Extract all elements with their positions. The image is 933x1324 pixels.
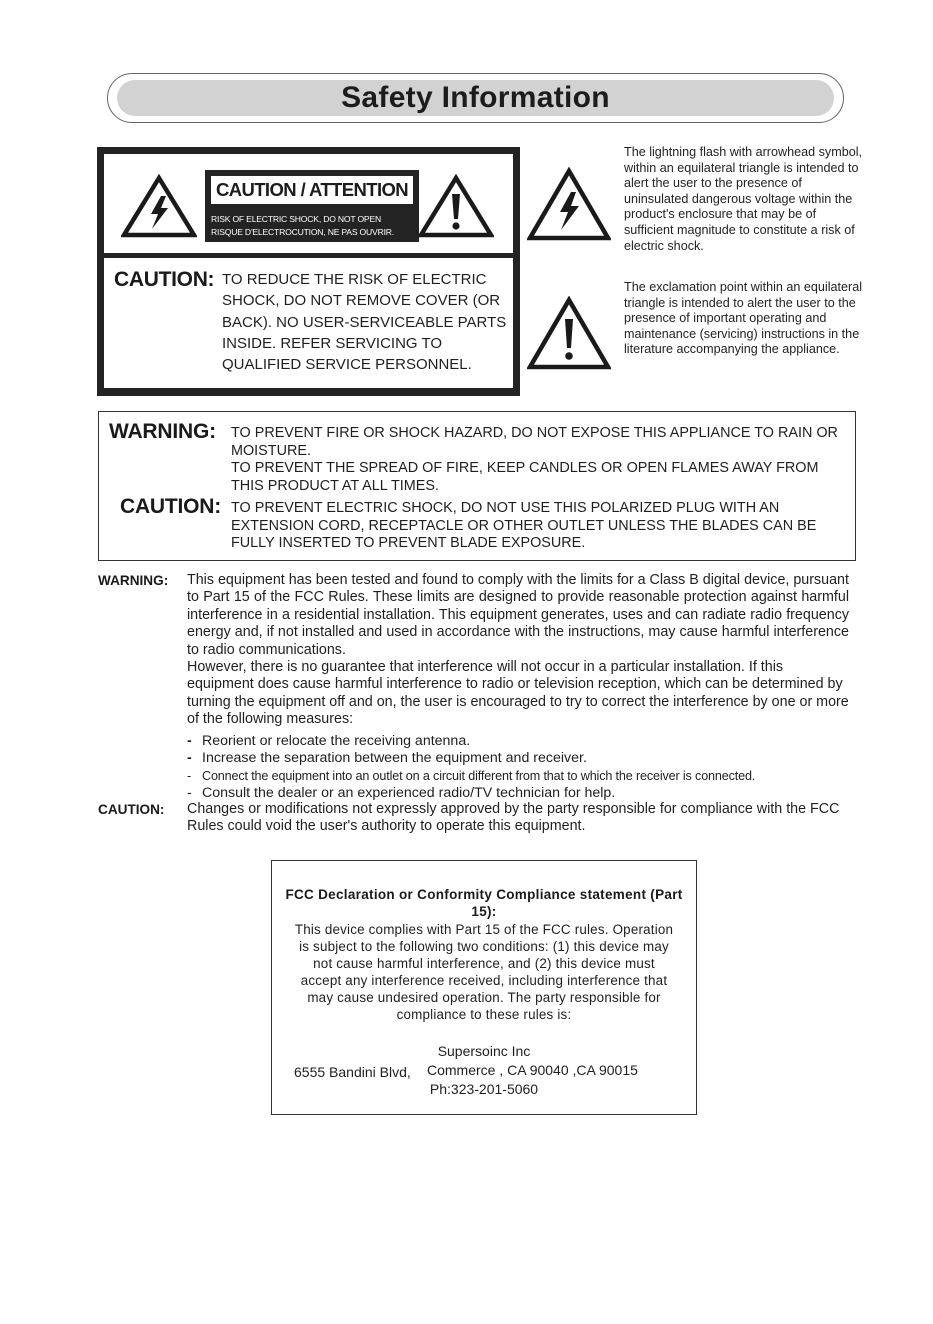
caution-attention-label	[205, 170, 419, 242]
lightning-symbol-explanation: The lightning flash with arrowhead symbol, within an equilateral triangle is intended to alert the user to the presence of uninsulated dangerous voltage within the product's enclosure that may be of sufficient magnitude to constitute a risk of electric shock.	[624, 145, 863, 253]
list-item: - Increase the separation between the equipment and receiver.	[187, 750, 587, 767]
warning-heading: WARNING:	[109, 420, 216, 443]
caution-label-english: RISK OF ELECTRIC SHOCK, DO NOT OPEN	[211, 214, 381, 224]
caution-heading: CAUTION:	[120, 495, 222, 518]
exclamation-symbol-explanation: The exclamation point within an equilateral triangle is intended to alert the user to the presence of important operating and maintenance (servicing) instructions in the literature accompanying the appliance.	[624, 280, 863, 357]
lightning-triangle-icon	[121, 174, 197, 238]
warning-box	[98, 411, 856, 561]
exclamation-triangle-icon	[418, 174, 494, 238]
declaration-phone: Ph:323-201-5060	[429, 1081, 539, 1097]
fcc-measures-list	[187, 733, 849, 803]
page-title: Safety Information	[341, 81, 610, 114]
warning-text-candles: TO PREVENT THE SPREAD OF FIRE, KEEP CANDLES OR OPEN FLAMES AWAY FROM THIS PRODUCT AT ALL TIMES.	[231, 460, 819, 494]
caution-panel-heading: CAUTION:	[114, 268, 215, 291]
declaration-city: Commerce , CA 90040 ,CA 90015	[427, 1062, 638, 1078]
title-banner-fill	[117, 80, 834, 116]
declaration-body: This device complies with Part 15 of the FCC rules. Operation is subject to the following two conditions: (1) this device may not cause harmful interference, and (2) this device must accept any interference received, including interference that may cause undesired operation. The party responsible for compliance to these rules is:	[294, 922, 674, 1022]
fcc-caution-label: CAUTION:	[98, 802, 165, 817]
list-item: - Consult the dealer or an experienced radio/TV technician for help.	[187, 785, 616, 802]
fcc-paragraph-limits: This equipment has been tested and found to comply with the limits for a Class B digital device, pursuant to Part 15 of the FCC Rules. These limits are designed to provide reasonable protection against harmful interference in a residential installation. This equipment generates, uses and can radiate radio frequency energy and, if not installed and used in accordance with the instructions, may cause harmful interference to radio communications.	[187, 572, 849, 658]
fcc-paragraph-interference: However, there is no guarantee that interference will not occur in a particular installation. If this equipment does cause harmful interference to radio or television reception, which can be determined by turning the equipment off and on, the user is encouraged to try to correct the interference by one or more of the following measures:	[187, 659, 849, 728]
caution-label-top-panel	[104, 154, 513, 253]
list-item: - Connect the equipment into an outlet on a circuit different from that to which the receiver is connected.	[187, 768, 756, 783]
caution-attention-heading: CAUTION / ATTENTION	[211, 176, 413, 204]
caution-panel-text: TO REDUCE THE RISK OF ELECTRIC SHOCK, DO NOT REMOVE COVER (OR BACK). NO USER-SERVICEABLE PARTS INSIDE. REFER SERVICING TO QUALIFIED SERVICE PERSONNEL.	[222, 271, 507, 374]
fcc-warning-label: WARNING:	[98, 573, 169, 588]
warning-text-rain: TO PREVENT FIRE OR SHOCK HAZARD, DO NOT EXPOSE THIS APPLIANCE TO RAIN OR MOISTURE.	[231, 425, 838, 459]
caution-label-french: RISQUE D'ELECTROCUTION, NE PAS OUVRIR.	[211, 227, 394, 237]
title-banner	[107, 73, 844, 123]
declaration-company: Supersoinc Inc	[437, 1043, 531, 1059]
fcc-caution-text: Changes or modifications not expressly approved by the party responsible for compliance with the FCC Rules could void the user's authority to operate this equipment.	[187, 801, 840, 835]
caution-text-plug: TO PREVENT ELECTRIC SHOCK, DO NOT USE THIS POLARIZED PLUG WITH AN EXTENSION CORD, RECEPTACLE OR OTHER OUTLET UNLESS THE BLADES CAN BE FULLY INSERTED TO PREVENT BLADE EXPOSURE.	[231, 500, 817, 552]
declaration-address: 6555 Bandini Blvd,	[294, 1064, 411, 1080]
fcc-declaration-box	[271, 860, 697, 1115]
caution-text-panel	[104, 258, 513, 388]
list-item: - Reorient or relocate the receiving antenna.	[187, 733, 471, 749]
lightning-triangle-icon	[527, 167, 611, 241]
exclamation-triangle-icon	[527, 296, 611, 370]
caution-label-block	[97, 147, 520, 396]
declaration-title: FCC Declaration or Conformity Compliance statement (Part 15):	[285, 887, 683, 919]
